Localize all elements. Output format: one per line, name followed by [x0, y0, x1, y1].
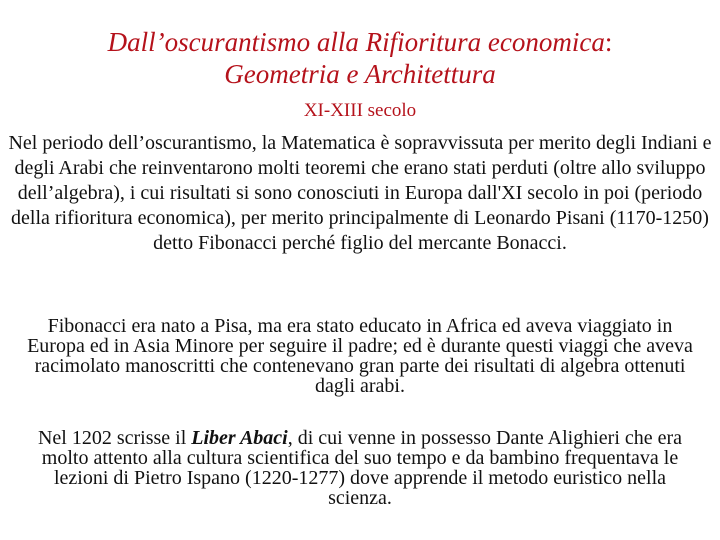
paragraph-3-intro: Nel 1202 scrisse il [37, 427, 192, 449]
slide-subtitle: XI-XIII secolo [303, 100, 417, 121]
title-line-1-text: Dall’oscurantismo alla Rifioritura economica [107, 27, 605, 57]
paragraph-3-rest: , di cui venne in possesso Dante Alighieri che era molto attento alla cultura scientifica del suo tempo e da bambino frequentava le lezioni di Pietro Ispano (1220-1277) dove apprende il metodo euristico nella scienza. [41, 427, 683, 509]
paragraph-fibonacci: Fibonacci era nato a Pisa, ma era stato educato in Africa ed aveva viaggiato in Europa ed in Asia Minore per seguire il padre; ed è durante questi viaggi che aveva racimolato manoscritti che contenevano gran parte dei risultati di algebra ottenuti dagli arabi. [27, 315, 693, 397]
paragraph-oscurantismo: Nel periodo dell’oscurantismo, la Matematica è sopravvissuta per merito degli Indiani e degli Arabi che reinventarono molti teoremi che erano stati perduti (oltre allo sviluppo dell’algebra), i cui risultati si sono conosciuti in Europa dall'XI secolo in poi (periodo della rifioritura economica), per merito principalmente di Leonardo Pisani (1170-1250) detto Fibonacci perché figlio del mercante Bonacci. [8, 132, 712, 254]
title-line-1 [108, 27, 613, 57]
book-title: Liber Abaci [191, 427, 288, 449]
paragraph-liber-abaci [20, 428, 700, 508]
slide-title [0, 26, 720, 90]
title-colon: : [604, 27, 613, 57]
title-line-2: Geometria e Architettura [224, 59, 496, 89]
